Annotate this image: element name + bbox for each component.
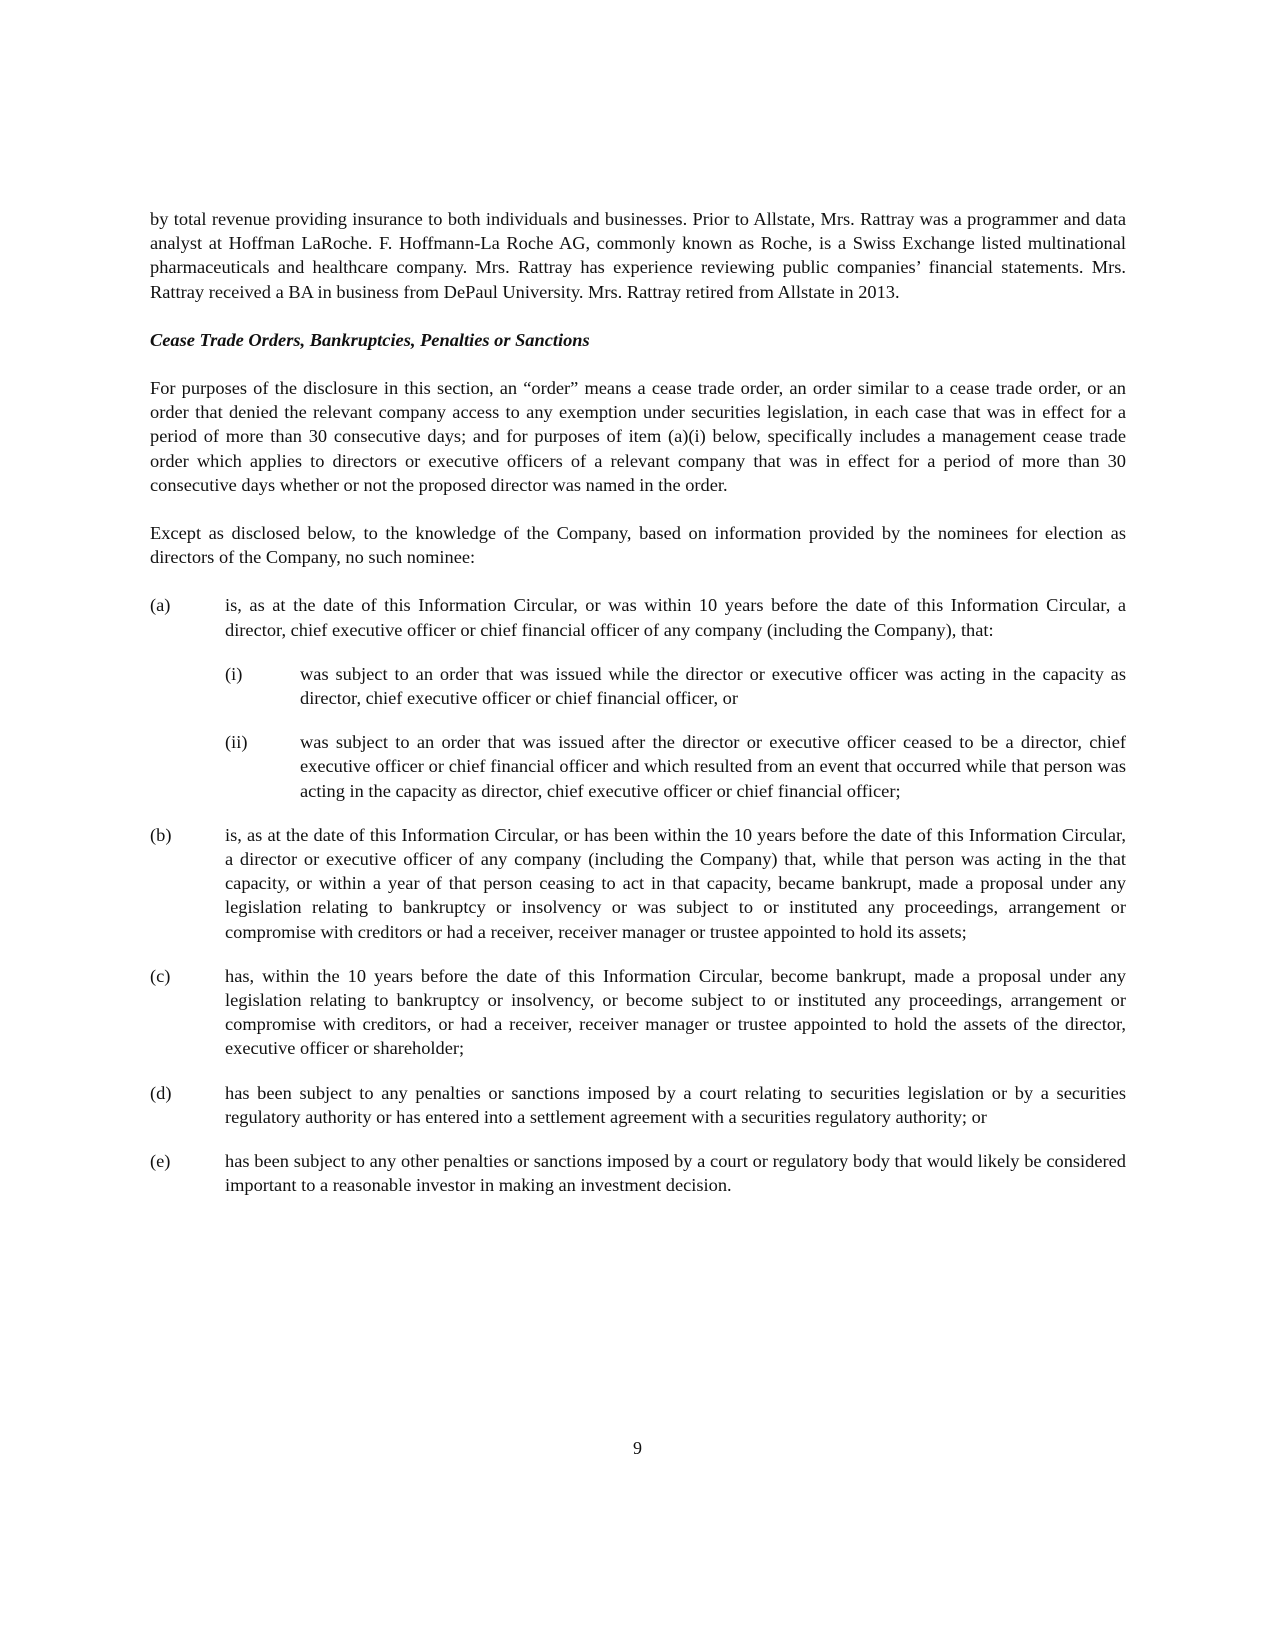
list-item-a [150, 593, 1126, 802]
list-item-e [150, 1149, 1126, 1197]
intro-paragraph: by total revenue providing insurance to both individuals and businesses. Prior to Allstate, Mrs. Rattray was a programmer and data analyst at Hoffman LaRoche. F. Hoffmann-La Roche AG, commonly known as Roche, is a Swiss Exchange listed multinational pharmaceuticals and healthcare company. Mrs. Rattray has experience reviewing public companies’ financial statements. Mrs. Rattray received a BA in business from DePaul University. Mrs. Rattray retired from Allstate in 2013. [150, 209, 1126, 302]
list-item-label: (e) [150, 1151, 171, 1172]
list-item-text: is, as at the date of this Information Circular, or was within 10 years before the date of this Information Circular, a director, chief executive officer or chief financial officer of any company (including the Company), that: [225, 595, 1126, 640]
document-page [150, 207, 1126, 1218]
list-item-label: (c) [150, 965, 171, 986]
list-item-d [150, 1081, 1126, 1129]
list-item-c [150, 964, 1126, 1061]
page-number: 9 [633, 1438, 642, 1458]
except-paragraph: Except as disclosed below, to the knowledge of the Company, based on information provided by the nominees for election as directors of the Company, no such nominee: [150, 523, 1126, 568]
list-item-b [150, 823, 1126, 944]
sub-item-text: was subject to an order that was issued while the director or executive officer was acting in the capacity as director, chief executive officer or chief financial officer, or [300, 663, 1126, 709]
list-item-text: has been subject to any penalties or sanctions imposed by a court relating to securities legislation or by a securities regulatory authority or has entered into a settlement agreement with a securities regulatory authority; or [225, 1082, 1126, 1127]
sub-item-label: (ii) [225, 732, 248, 753]
sub-item-label: (i) [225, 663, 243, 684]
list-item-label: (a) [150, 595, 171, 616]
list-item-label: (d) [150, 1082, 172, 1103]
list-item-text: is, as at the date of this Information Circular, or has been within the 10 years before the date of this Information Circular, a director or executive officer of any company (including the Company) that, while that person was acting in the that capacity, or within a year of that person ceasing to act in that capacity, became bankrupt, made a proposal under any legislation relating to bankruptcy or insolvency or was subject to or instituted any proceedings, arrangement or compromise with creditors or had a receiver, receiver manager or trustee appointed to hold its assets; [225, 824, 1126, 942]
sub-item-ii [225, 730, 1126, 803]
list-item-text: has, within the 10 years before the date of this Information Circular, become bankrupt, made a proposal under any legislation relating to bankruptcy or insolvency, or become subject to or instituted any proceedings, arrangement or compromise with creditors, or had a receiver, receiver manager or trustee appointed to hold the assets of the director, executive officer or shareholder; [225, 965, 1126, 1059]
section-heading: Cease Trade Orders, Bankruptcies, Penalties or Sanctions [150, 329, 590, 350]
list-item-label: (b) [150, 824, 172, 845]
definition-paragraph: For purposes of the disclosure in this section, an “order” means a cease trade order, an order similar to a cease trade order, or an order that denied the relevant company access to any exemption under securities legislation, in each case that was in effect for a period of more than 30 consecutive days; and for purposes of item (a)(i) below, specifically includes a management cease trade order which applies to directors or executive officers of a relevant company that was in effect for a period of more than 30 consecutive days whether or not the proposed director was named in the order. [150, 378, 1126, 495]
sub-item-i [225, 662, 1126, 710]
list-item-text: has been subject to any other penalties or sanctions imposed by a court or regulatory body that would likely be considered important to a reasonable investor in making an investment decision. [225, 1151, 1126, 1196]
sub-item-text: was subject to an order that was issued after the director or executive officer ceased to be a director, chief executive officer or chief financial officer and which resulted from an event that occurred while that person was acting in the capacity as director, chief executive officer or chief financial officer; [300, 732, 1126, 801]
